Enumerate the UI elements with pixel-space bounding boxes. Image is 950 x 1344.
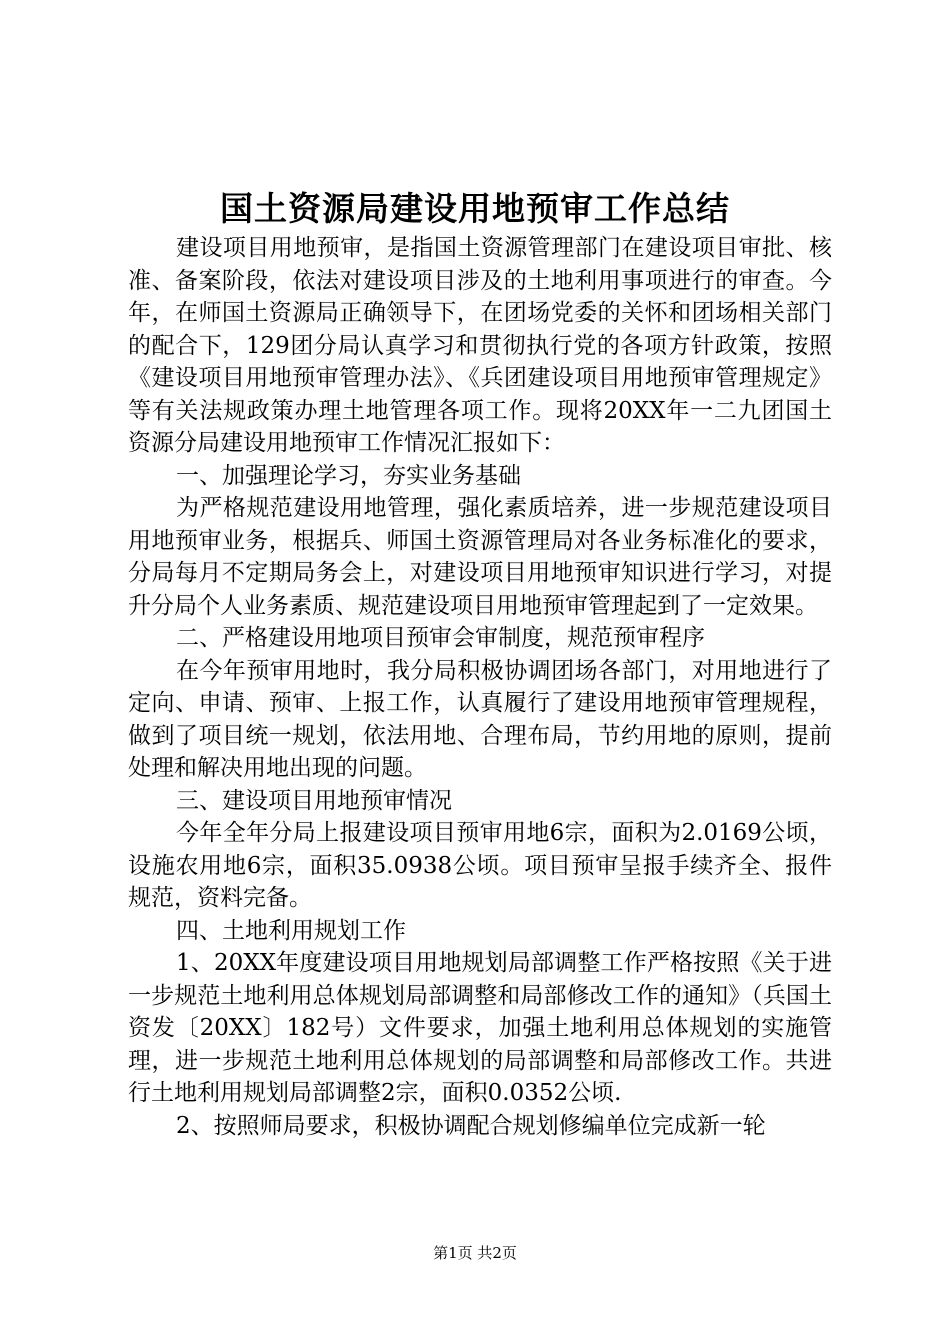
document-body: [128, 232, 832, 1142]
section-heading-1: 一、加强理论学习，夯实业务基础: [176, 462, 521, 489]
paragraph-section-2: 在今年预审用地时，我分局积极协调团场各部门，对用地进行了定向、申请、预审、上报工作，认真履行了建设用地预审管理规程，做到了项目统一规划，依法用地、合理布局，节约用地的原则，提前处理和解决用地出现的问题。: [128, 657, 832, 781]
paragraph-section-4-item-1: 1、20XX年度建设项目用地规划局部调整工作严格按照《关于进一步规范土地利用总体规划局部调整和局部修改工作的通知》（兵国土资发〔20XX〕182号）文件要求，加强土地利用总体规划的实施管理，进一步规范土地利用总体规划的局部调整和局部修改工作。共进行土地利用规划局部调整2宗，面积0.0352公顷.: [128, 950, 832, 1106]
paragraph-section-1: 为严格规范建设用地管理，强化素质培养，进一步规范建设项目用地预审业务，根据兵、师国土资源管理局对各业务标准化的要求，分局每月不定期局务会上，对建设项目用地预审知识进行学习，对提升分局个人业务素质、规范建设项目用地预审管理起到了一定效果。: [128, 495, 832, 619]
section-heading-4: 四、土地利用规划工作: [176, 917, 406, 944]
section-heading-3: 三、建设项目用地预审情况: [176, 787, 452, 814]
page-number-footer: 第1页 共2页: [433, 1244, 517, 1262]
document-title: 国土资源局建设用地预审工作总结: [220, 189, 730, 228]
paragraph-section-3: 今年全年分局上报建设项目预审用地6宗，面积为2.0169公顷，设施农用地6宗，面积35.0938公顷。项目预审呈报手续齐全、报件规范，资料完备。: [128, 820, 832, 911]
paragraph-section-4-item-2: 2、按照师局要求，积极协调配合规划修编单位完成新一轮: [176, 1112, 766, 1139]
paragraph-intro: 建设项目用地预审，是指国土资源管理部门在建设项目审批、核准、备案阶段，依法对建设项目涉及的土地利用事项进行的审查。今年，在师国土资源局正确领导下，在团场党委的关怀和团场相关部门的配合下，129团分局认真学习和贯彻执行党的各项方针政策，按照《建设项目用地预审管理办法》、《兵团建设项目用地预审管理规定》等有关法规政策办理土地管理各项工作。现将20XX年一二九团国土资源分局建设用地预审工作情况汇报如下：: [128, 235, 832, 456]
section-heading-2: 二、严格建设用地项目预审会审制度，规范预审程序: [176, 625, 705, 651]
